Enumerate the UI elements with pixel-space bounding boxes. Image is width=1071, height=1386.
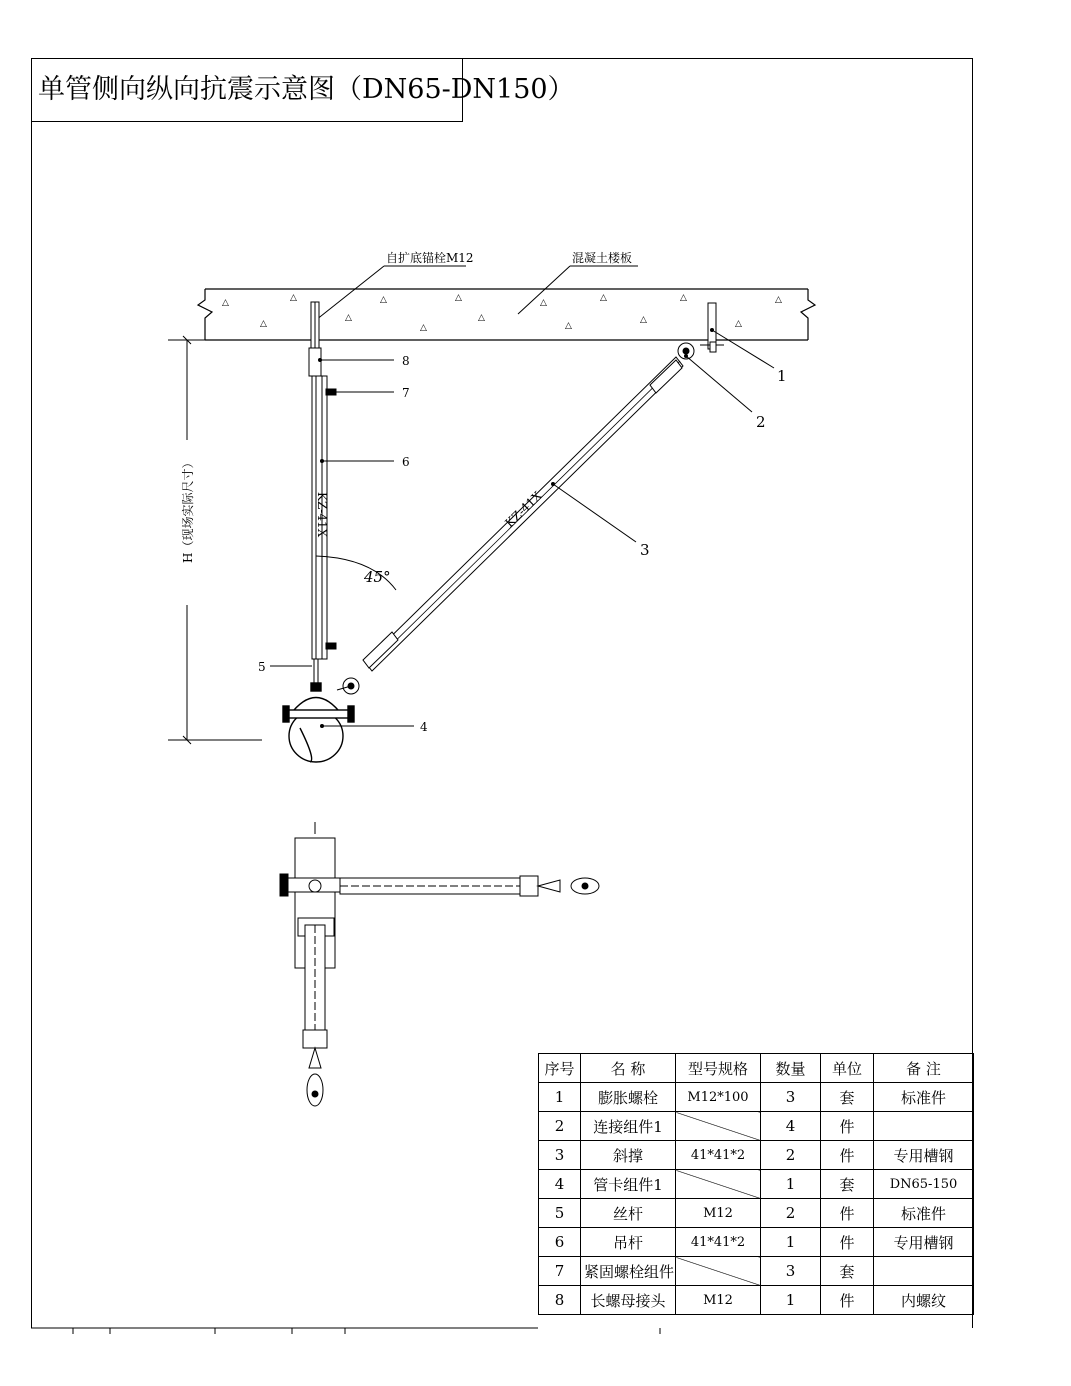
bom-note: 专用槽钢 [874, 1141, 974, 1170]
callout-1: 1 [777, 367, 787, 385]
svg-text:△: △ [478, 313, 485, 323]
bom-note: 标准件 [874, 1199, 974, 1228]
bom-no: 4 [539, 1170, 581, 1199]
bom-unit: 件 [821, 1112, 874, 1141]
svg-text:△: △ [600, 293, 607, 303]
bom-spec: M12 [676, 1199, 761, 1228]
bom-header-note: 备 注 [874, 1054, 974, 1083]
anchor-bolt-right [700, 303, 724, 352]
bom-unit: 件 [821, 1141, 874, 1170]
bom-name: 膨胀螺栓 [581, 1083, 676, 1112]
svg-text:△: △ [775, 295, 782, 305]
bom-row [539, 1286, 974, 1315]
bom-name: 吊杆 [581, 1228, 676, 1257]
bom-no: 3 [539, 1141, 581, 1170]
bom-header-name: 名 称 [581, 1054, 676, 1083]
bom-note: 内螺纹 [874, 1286, 974, 1315]
svg-text:△: △ [735, 319, 742, 329]
callout-5: 5 [258, 660, 266, 674]
bom-no: 2 [539, 1112, 581, 1141]
svg-text:△: △ [680, 293, 687, 303]
anchor-bolt-label: 自扩底锚栓M12 [386, 251, 474, 265]
anchor-bolt-leader [316, 266, 466, 320]
bom-name: 紧固螺栓组件 [581, 1257, 676, 1286]
bom-spec: M12 [676, 1286, 761, 1315]
bom-note [874, 1112, 974, 1141]
bom-spec-empty [676, 1257, 761, 1286]
svg-text:△: △ [380, 295, 387, 305]
hanger-mark: KZ-41X [315, 492, 329, 538]
bom-note [874, 1257, 974, 1286]
bom-row [539, 1083, 974, 1112]
bom-row [539, 1257, 974, 1286]
bom-unit: 套 [821, 1257, 874, 1286]
bom-qty: 1 [761, 1286, 821, 1315]
svg-text:△: △ [640, 315, 647, 325]
bom-name: 管卡组件1 [581, 1170, 676, 1199]
callout-8: 8 [402, 354, 410, 368]
bom-name: 长螺母接头 [581, 1286, 676, 1315]
angle-label: 45° [364, 568, 391, 586]
svg-text:△: △ [222, 298, 229, 308]
bom-unit: 件 [821, 1286, 874, 1315]
bom-spec: 41*41*2 [676, 1228, 761, 1257]
bom-row [539, 1199, 974, 1228]
bom-no: 5 [539, 1199, 581, 1228]
bom-row [539, 1170, 974, 1199]
drawing-title: 单管侧向纵向抗震示意图（DN65-DN150） [31, 58, 463, 122]
bom-header-no: 序号 [539, 1054, 581, 1083]
bom-unit: 套 [821, 1083, 874, 1112]
slab-label: 混凝土楼板 [572, 251, 633, 265]
bom-qty: 4 [761, 1112, 821, 1141]
bom-note: DN65-150 [874, 1170, 974, 1199]
bom-name: 丝杆 [581, 1199, 676, 1228]
bom-no: 8 [539, 1286, 581, 1315]
bom-qty: 3 [761, 1257, 821, 1286]
callout-leaders [270, 330, 774, 726]
bom-header-unit: 单位 [821, 1054, 874, 1083]
bom-qty: 3 [761, 1083, 821, 1112]
title-block-ticks [31, 1328, 660, 1334]
bom-note: 专用槽钢 [874, 1228, 974, 1257]
bom-no: 6 [539, 1228, 581, 1257]
callout-6: 6 [402, 455, 410, 469]
svg-text:△: △ [260, 319, 267, 329]
bom-row [539, 1228, 974, 1257]
bom-unit: 件 [821, 1228, 874, 1257]
svg-text:△: △ [420, 323, 427, 333]
bom-unit: 件 [821, 1199, 874, 1228]
svg-text:△: △ [565, 321, 572, 331]
svg-text:△: △ [455, 293, 462, 303]
bom-spec-empty [676, 1112, 761, 1141]
bom-header-spec: 型号规格 [676, 1054, 761, 1083]
bom-no: 1 [539, 1083, 581, 1112]
svg-text:△: △ [345, 313, 352, 323]
bom-spec-empty [676, 1170, 761, 1199]
bom-spec: 41*41*2 [676, 1141, 761, 1170]
bom-qty: 2 [761, 1141, 821, 1170]
callout-4: 4 [420, 720, 428, 734]
bom-header-row [539, 1054, 974, 1083]
callout-7: 7 [402, 386, 410, 400]
slab-leader [518, 266, 638, 314]
pipe-clamp [283, 683, 354, 762]
bom-qty: 1 [761, 1228, 821, 1257]
bom-qty: 2 [761, 1199, 821, 1228]
bom-row [539, 1141, 974, 1170]
callout-3: 3 [640, 541, 650, 559]
bom-note: 标准件 [874, 1083, 974, 1112]
callout-2: 2 [756, 413, 766, 431]
bom-name: 连接组件1 [581, 1112, 676, 1141]
bom-row [539, 1112, 974, 1141]
bom-spec: M12*100 [676, 1083, 761, 1112]
height-label: H（现场实际尺寸） [181, 456, 195, 563]
concrete-slab [198, 289, 815, 340]
brace-mark: KZ-41X [502, 488, 545, 531]
bom-qty: 1 [761, 1170, 821, 1199]
bom-name: 斜撑 [581, 1141, 676, 1170]
svg-text:△: △ [540, 298, 547, 308]
anchor-bolt-left [311, 302, 319, 348]
bom-no: 7 [539, 1257, 581, 1286]
bill-of-materials [538, 1053, 974, 1315]
bom-header-qty: 数量 [761, 1054, 821, 1083]
svg-text:△: △ [290, 293, 297, 303]
bom-unit: 套 [821, 1170, 874, 1199]
